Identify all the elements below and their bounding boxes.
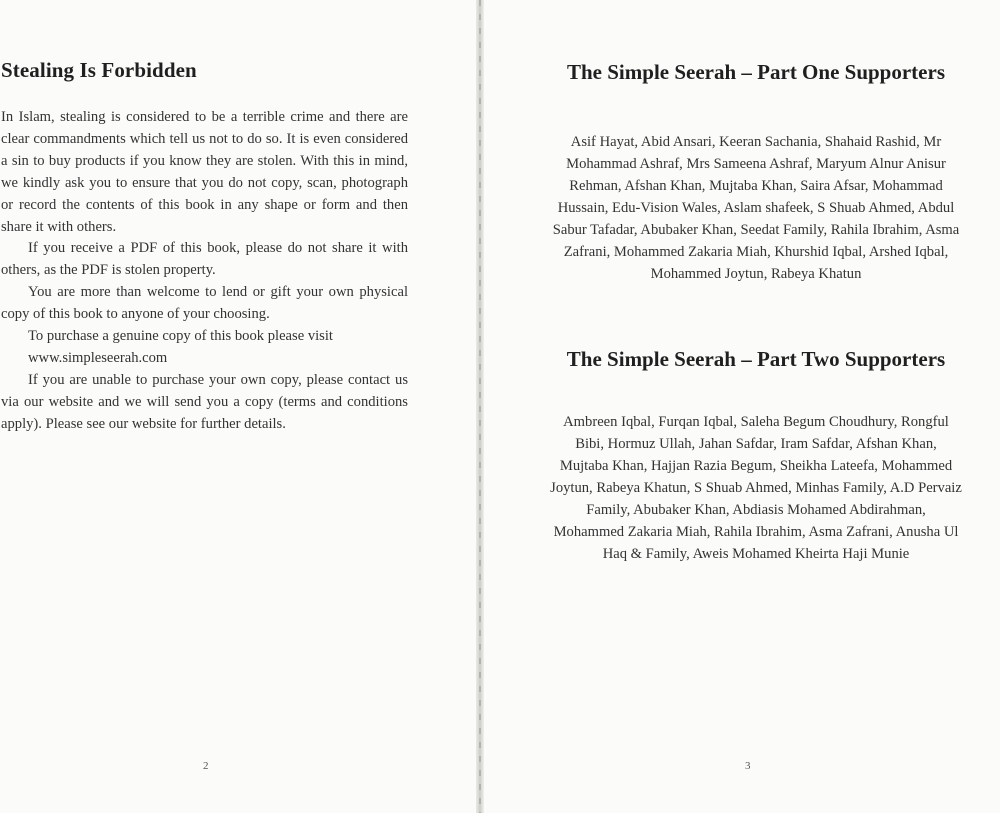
part-one-supporters-heading: The Simple Seerah – Part One Supporters: [567, 60, 945, 84]
stealing-notice-body: [1, 107, 408, 436]
right-page: [484, 0, 1000, 813]
page-number-left: 2: [203, 760, 209, 772]
part-two-supporters-list: Ambreen Iqbal, Furqan Iqbal, Saleha Begum Choudhury, Rongful Bibi, Hormuz Ullah, Jahan Safdar, Iram Safdar, Afshan Khan, Mujtaba Khan, Hajjan Razia Begum, Sheikha Lateefa, Mohammed Joytun, Rabeya Khatun, S Shuab Ahmed, Minhas Family, A.D Pervaiz Family, Abubaker Khan, Abdiasis Mohamed Abdirahman, Mohammed Zakaria Miah, Rahila Ibrahim, Asma Zafrani, Anusha Ul Haq & Family, Aweis Mohamed Kheirta Haji Munie: [550, 414, 962, 562]
paragraph-contact: If you are unable to purchase your own copy, please contact us via our website and we will send you a copy (terms and conditions apply). Please see our website for further details.: [1, 371, 408, 432]
page-number-right: 3: [745, 760, 751, 772]
purchase-text: To purchase a genuine copy of this book please visit: [28, 328, 333, 345]
part-one-supporters-list: Asif Hayat, Abid Ansari, Keeran Sachania, Shahaid Rashid, Mr Mohammad Ashraf, Mrs Sameena Ashraf, Maryum Alnur Anisur Rehman, Afshan Khan, Mujtaba Khan, Saira Afsar, Mohammad Hussain, Edu-Vision Wales, Aslam shafeek, S Shuab Ahmed, Abdul Sabur Tafadar, Abubaker Khan, Seedat Family, Rahila Ibrahim, Asma Zafrani, Mohammed Zakaria Miah, Khurshid Iqbal, Arshed Iqbal, Mohammed Joytun, Rabeya Khatun: [552, 134, 960, 282]
part-two-supporters-heading: The Simple Seerah – Part Two Supporters: [566, 347, 946, 371]
paragraph-stealing-crime: In Islam, stealing is considered to be a terrible crime and there are clear commandments which tell us not to do so. It is even considered a sin to buy products if you know they are stolen. With this in mind, we kindly ask you to ensure that you do not copy, scan, photograph or record the contents of this book in any shape or form and then share it with others.: [1, 109, 408, 235]
binding-stitches: [479, 0, 481, 813]
left-page: [0, 0, 478, 813]
paragraph-pdf-warning: If you receive a PDF of this book, please do not share it with others, as the PDF is stolen property.: [1, 240, 408, 279]
paragraph-lend-gift: You are more than welcome to lend or gift your own physical copy of this book to anyone of your choosing.: [1, 284, 408, 323]
stealing-heading: Stealing Is Forbidden: [1, 58, 197, 82]
website-url: www.simpleseerah.com: [28, 349, 168, 366]
paragraph-purchase: [1, 326, 408, 370]
